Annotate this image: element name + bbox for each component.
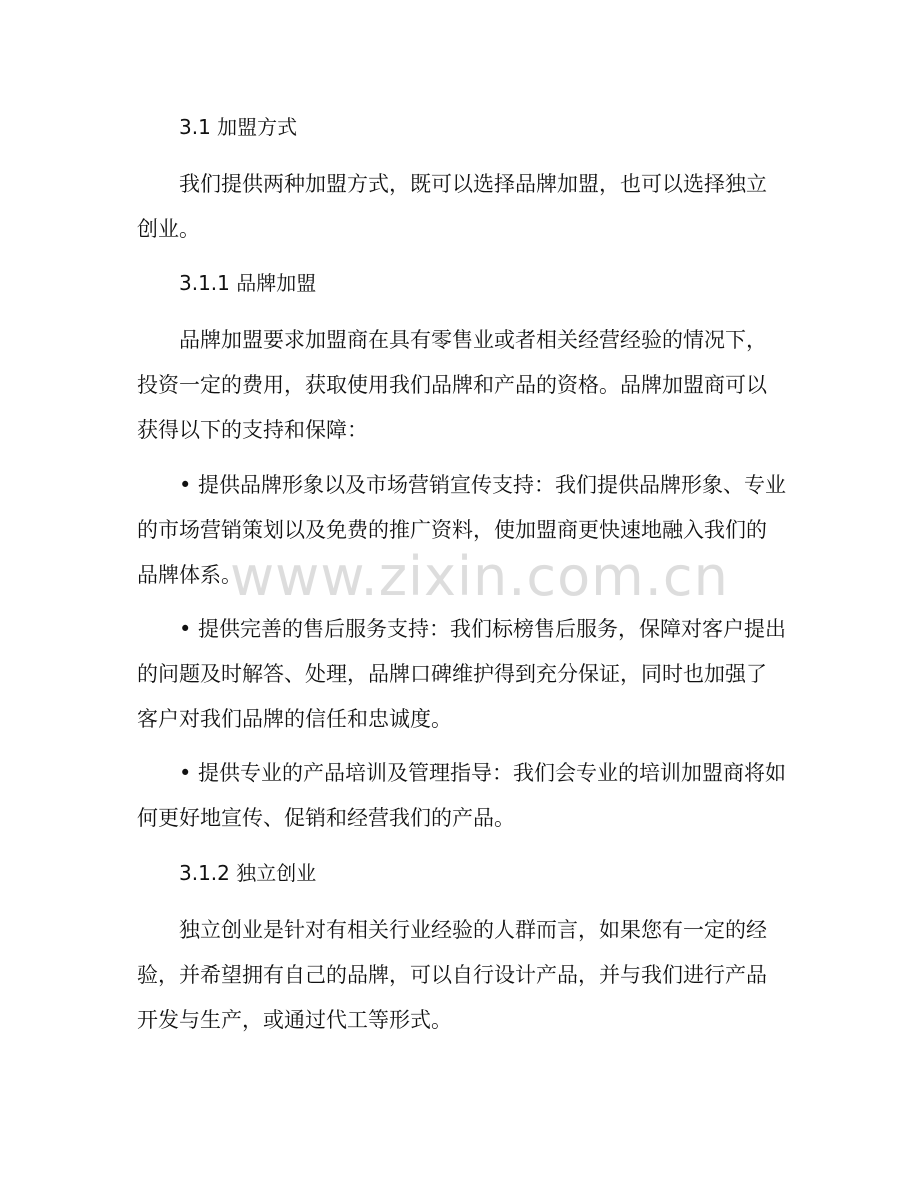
paragraph-3-1-2-intro	[137, 908, 787, 1043]
paragraph-line: 我们提供两种加盟方式，既可以选择品牌加盟，也可以选择独立	[179, 172, 767, 196]
bullet-item-brand-image	[137, 463, 787, 598]
watermark: www.zixin.com.cn	[230, 545, 729, 608]
bullet-item-training	[137, 751, 787, 841]
paragraph-line: 创业。	[137, 217, 200, 241]
bullet-line: 客户对我们品牌的信任和忠诚度。	[137, 707, 452, 731]
paragraph-3-1-1-intro	[137, 318, 787, 453]
bullet-item-after-sales	[137, 607, 787, 742]
section-heading-3-1: 3.1 加盟方式	[179, 115, 298, 139]
paragraph-line: 独立创业是针对有相关行业经验的人群而言，如果您有一定的经	[179, 918, 767, 942]
bullet-line: 品牌体系。	[137, 563, 242, 587]
bullet-line: • 提供品牌形象以及市场营销宣传支持：我们提供品牌形象、专业	[179, 473, 787, 497]
bullet-line: • 提供专业的产品培训及管理指导：我们会专业的培训加盟商将如	[179, 761, 787, 785]
bullet-line: 的市场营销策划以及免费的推广资料，使加盟商更快速地融入我们的	[137, 518, 767, 542]
paragraph-line: 获得以下的支持和保障：	[137, 418, 368, 442]
paragraph-line: 验，并希望拥有自己的品牌，可以自行设计产品，并与我们进行产品	[137, 963, 767, 987]
section-heading-3-1-1: 3.1.1 品牌加盟	[179, 271, 317, 295]
paragraph-line: 品牌加盟要求加盟商在具有零售业或者相关经营经验的情况下，	[179, 328, 767, 352]
bullet-line: 何更好地宣传、促销和经营我们的产品。	[137, 806, 515, 830]
paragraph-3-1-intro	[137, 162, 787, 252]
bullet-line: 的问题及时解答、处理，品牌口碑维护得到充分保证，同时也加强了	[137, 662, 767, 686]
bullet-line: • 提供完善的售后服务支持：我们标榜售后服务，保障对客户提出	[179, 617, 787, 641]
paragraph-line: 开发与生产，或通过代工等形式。	[137, 1008, 452, 1032]
section-heading-3-1-2: 3.1.2 独立创业	[179, 861, 317, 885]
paragraph-line: 投资一定的费用，获取使用我们品牌和产品的资格。品牌加盟商可以	[137, 373, 767, 397]
